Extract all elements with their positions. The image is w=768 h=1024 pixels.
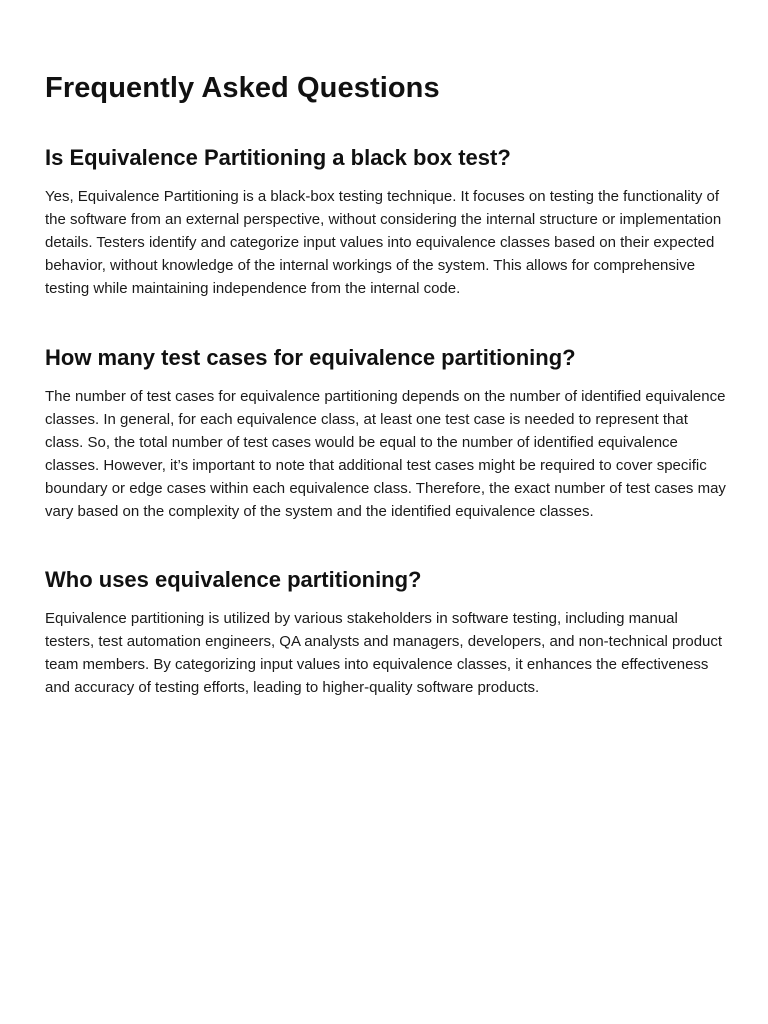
faq-answer: Yes, Equivalence Partitioning is a black-box testing technique. It focuses on testing the functionality of the software from an external perspective, without considering the internal structure or implementation details. Testers identify and categorize input values into equivalence classes based on their expected behavior, without knowledge of the internal workings of the system. This allows for comprehensive testing while maintaining independence from the internal code.: [45, 188, 722, 297]
faq-question: Is Equivalence Partitioning a black box test?: [45, 145, 511, 170]
faq-question: Who uses equivalence partitioning?: [45, 567, 422, 592]
faq-item: [45, 344, 726, 523]
faq-item: [45, 144, 726, 300]
faq-item: [45, 566, 726, 699]
faq-answer: Equivalence partitioning is utilized by various stakeholders in software testing, including manual testers, test automation engineers, QA analysts and managers, developers, and non-technical product team members. By categorizing input values into equivalence classes, it enhances the effectiveness and accuracy of testing efforts, leading to higher-quality software products.: [45, 610, 723, 696]
faq-answer: The number of test cases for equivalence partitioning depends on the number of identified equivalence classes. In general, for each equivalence class, at least one test case is needed to represent that class. So, the total number of test cases would be equal to the number of identified equivalence classes. However, it’s important to note that additional test cases might be required to cover specific boundary or edge cases within each equivalence class. Therefore, the exact number of test cases may vary based on the complexity of the system and the identified equivalence classes.: [45, 388, 726, 520]
faq-question: How many test cases for equivalence partitioning?: [45, 345, 576, 370]
page-title: Frequently Asked Questions: [45, 72, 440, 104]
